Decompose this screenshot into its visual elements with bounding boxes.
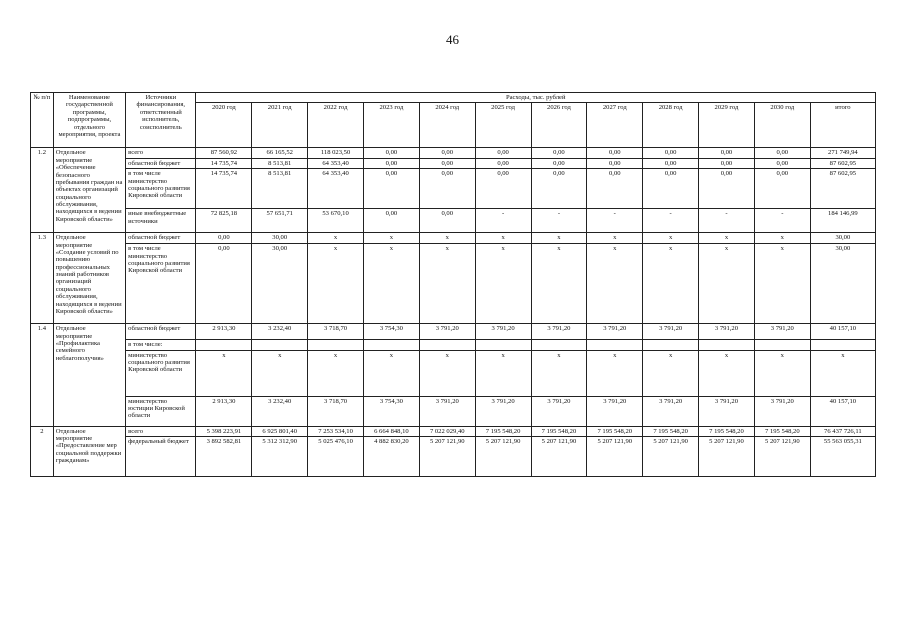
funding-source: в том числе министерство социального развития Кировской области xyxy=(126,244,196,324)
expense-value: х xyxy=(699,244,755,324)
header-year: 2027 год xyxy=(587,103,643,148)
expense-value: 3 754,30 xyxy=(363,324,419,340)
header-year: итого xyxy=(810,103,875,148)
expense-value: 6 925 801,40 xyxy=(252,426,308,436)
expense-value xyxy=(643,340,699,350)
expense-value: 118 023,50 xyxy=(308,148,364,158)
expense-value: 3 791,20 xyxy=(475,324,531,340)
expense-value: х xyxy=(643,350,699,396)
expense-value: 3 791,20 xyxy=(587,324,643,340)
expense-value: 30,00 xyxy=(810,233,875,244)
expense-value: - xyxy=(699,209,755,233)
measure-name: Отдельное мероприятие «Обеспечение безопасного пребывания граждан на объектах организаций социального обслуживания, находящихся в ведении Кировской области» xyxy=(53,148,125,233)
expense-value: 66 165,52 xyxy=(252,148,308,158)
expense-value: 5 207 121,90 xyxy=(475,436,531,476)
expense-value: х xyxy=(643,244,699,324)
header-year: 2028 год xyxy=(643,103,699,148)
header-year: 2024 год xyxy=(419,103,475,148)
expense-value: 5 207 121,90 xyxy=(587,436,643,476)
row-number: 2 xyxy=(31,426,54,476)
funding-source: областной бюджет xyxy=(126,158,196,168)
expense-value: 5 207 121,90 xyxy=(419,436,475,476)
expense-value: х xyxy=(419,350,475,396)
expense-value: 64 353,40 xyxy=(308,158,364,168)
expense-value: х xyxy=(531,350,587,396)
table-row xyxy=(31,436,876,476)
expense-value: 76 437 726,11 xyxy=(810,426,875,436)
expense-value: 3 718,70 xyxy=(308,396,364,426)
expense-value: 0,00 xyxy=(419,169,475,209)
table-row xyxy=(31,340,876,350)
funding-source: всего xyxy=(126,426,196,436)
expense-value: 3 791,20 xyxy=(531,396,587,426)
expense-value xyxy=(196,340,252,350)
expense-value xyxy=(531,340,587,350)
expense-value: 7 022 029,40 xyxy=(419,426,475,436)
expense-value: 6 664 848,10 xyxy=(363,426,419,436)
expense-value: 5 207 121,90 xyxy=(643,436,699,476)
measure-name: Отдельное мероприятие «Предоставление мер социальной поддержки гражданам» xyxy=(53,426,125,476)
funding-source: областной бюджет xyxy=(126,324,196,340)
expense-value: 8 513,81 xyxy=(252,158,308,168)
expense-value: 7 253 534,10 xyxy=(308,426,364,436)
expense-value: 5 312 312,90 xyxy=(252,436,308,476)
expense-value: х xyxy=(196,350,252,396)
expense-value: 7 195 548,20 xyxy=(475,426,531,436)
expense-value: 0,00 xyxy=(419,148,475,158)
expense-value: 3 791,20 xyxy=(754,396,810,426)
expense-value: 40 157,10 xyxy=(810,396,875,426)
expense-value: х xyxy=(252,350,308,396)
funding-source: министерство социального развития Кировской области xyxy=(126,350,196,396)
expense-value: 5 207 121,90 xyxy=(754,436,810,476)
expense-value: х xyxy=(754,350,810,396)
header-year: 2030 год xyxy=(754,103,810,148)
header-name: Наименование государственной программы, подпрограммы, отдельного мероприятия, проекта xyxy=(53,93,125,148)
expense-value: х xyxy=(363,350,419,396)
expense-value: 0,00 xyxy=(475,158,531,168)
expense-value: 0,00 xyxy=(196,244,252,324)
table-row xyxy=(31,158,876,168)
expense-value: 0,00 xyxy=(587,158,643,168)
row-number: 1.4 xyxy=(31,324,54,426)
expense-value: 0,00 xyxy=(754,158,810,168)
expense-value: х xyxy=(419,233,475,244)
expense-value xyxy=(308,340,364,350)
expense-value: 57 651,71 xyxy=(252,209,308,233)
expense-value: 0,00 xyxy=(643,158,699,168)
header-number: № п/п xyxy=(31,93,54,148)
measure-name: Отдельное мероприятие «Создание условий по повышению профессиональных знаний работников организаций социального обслуживания, находящихся в ведении Кировской области» xyxy=(53,233,125,324)
expense-value: 2 913,30 xyxy=(196,324,252,340)
expense-value: 5 207 121,90 xyxy=(531,436,587,476)
expense-value: 0,00 xyxy=(587,169,643,209)
page-number: 46 xyxy=(446,32,459,47)
expense-value: 0,00 xyxy=(531,148,587,158)
expense-value xyxy=(699,340,755,350)
expense-value: х xyxy=(308,244,364,324)
expense-value: х xyxy=(475,233,531,244)
expense-value xyxy=(475,340,531,350)
expense-value: 5 398 223,91 xyxy=(196,426,252,436)
expense-value: 3 791,20 xyxy=(587,396,643,426)
expense-value: 7 195 548,20 xyxy=(699,426,755,436)
expense-value: 40 157,10 xyxy=(810,324,875,340)
expense-value: - xyxy=(754,209,810,233)
expense-value: 64 353,40 xyxy=(308,169,364,209)
funding-source: федеральный бюджет xyxy=(126,436,196,476)
expense-value: х xyxy=(475,350,531,396)
expense-value xyxy=(363,340,419,350)
expense-value: х xyxy=(308,233,364,244)
expense-value: 3 754,30 xyxy=(363,396,419,426)
header-source: Источники финансирования, ответственный исполнитель, соисполнитель xyxy=(126,93,196,148)
expense-value: 0,00 xyxy=(699,148,755,158)
expense-value: 7 195 548,20 xyxy=(643,426,699,436)
expense-value: х xyxy=(587,350,643,396)
expense-value: 0,00 xyxy=(363,158,419,168)
table-row xyxy=(31,426,876,436)
expense-value: 0,00 xyxy=(643,169,699,209)
expense-value: 3 791,20 xyxy=(419,324,475,340)
expense-value: 3 791,20 xyxy=(419,396,475,426)
expense-value: 5 207 121,90 xyxy=(699,436,755,476)
expense-value: 0,00 xyxy=(196,233,252,244)
table-row xyxy=(31,244,876,324)
expense-value: х xyxy=(531,233,587,244)
expense-value: 271 749,94 xyxy=(810,148,875,158)
header-year: 2022 год xyxy=(308,103,364,148)
expense-value: 0,00 xyxy=(475,169,531,209)
expense-value: х xyxy=(587,244,643,324)
table-row xyxy=(31,324,876,340)
expense-value: 0,00 xyxy=(363,169,419,209)
expense-value: 53 670,10 xyxy=(308,209,364,233)
funding-source: иные внебюджетные источники xyxy=(126,209,196,233)
expense-value: 7 195 548,20 xyxy=(587,426,643,436)
row-number: 1.2 xyxy=(31,148,54,233)
table-row xyxy=(31,350,876,396)
expense-value: 5 025 476,10 xyxy=(308,436,364,476)
expense-value xyxy=(587,340,643,350)
funding-source: областной бюджет xyxy=(126,233,196,244)
table-row xyxy=(31,209,876,233)
expense-value: 30,00 xyxy=(810,244,875,324)
expense-value: 0,00 xyxy=(699,158,755,168)
expense-value xyxy=(419,340,475,350)
expense-value xyxy=(754,340,810,350)
expense-value: 3 791,20 xyxy=(643,396,699,426)
expense-value: 3 791,20 xyxy=(531,324,587,340)
expense-value: 30,00 xyxy=(252,233,308,244)
expense-value: х xyxy=(363,244,419,324)
table-row xyxy=(31,233,876,244)
expense-value: х xyxy=(587,233,643,244)
expense-value: 0,00 xyxy=(475,148,531,158)
expense-value: 87 560,92 xyxy=(196,148,252,158)
expense-value: х xyxy=(363,233,419,244)
header-year: 2029 год xyxy=(699,103,755,148)
expense-value: 3 791,20 xyxy=(754,324,810,340)
expense-value: 0,00 xyxy=(643,148,699,158)
expense-value: 3 232,40 xyxy=(252,396,308,426)
expense-value: 87 602,95 xyxy=(810,158,875,168)
expense-value: 3 791,20 xyxy=(643,324,699,340)
header-row xyxy=(31,93,876,103)
expense-value: 3 791,20 xyxy=(699,396,755,426)
expense-value: х xyxy=(419,244,475,324)
expense-value: 3 718,70 xyxy=(308,324,364,340)
header-year: 2023 год xyxy=(363,103,419,148)
header-year: 2020 год xyxy=(196,103,252,148)
expense-value: х xyxy=(531,244,587,324)
header-year: 2026 год xyxy=(531,103,587,148)
expense-value xyxy=(810,340,875,350)
expense-value: - xyxy=(475,209,531,233)
expense-value: 4 882 830,20 xyxy=(363,436,419,476)
funding-source: в том числе: xyxy=(126,340,196,350)
expense-value: х xyxy=(475,244,531,324)
expense-value: - xyxy=(587,209,643,233)
expense-value: 55 563 055,31 xyxy=(810,436,875,476)
expense-value: х xyxy=(754,233,810,244)
table-row xyxy=(31,169,876,209)
expense-value: 3 791,20 xyxy=(475,396,531,426)
expense-value: 0,00 xyxy=(587,148,643,158)
row-number: 1.3 xyxy=(31,233,54,324)
expense-value: х xyxy=(699,350,755,396)
expense-value: 3 232,40 xyxy=(252,324,308,340)
expense-value: х xyxy=(810,350,875,396)
expense-value: 0,00 xyxy=(531,158,587,168)
expense-value: 14 735,74 xyxy=(196,169,252,209)
expense-value: 7 195 548,20 xyxy=(531,426,587,436)
header-year: 2025 год xyxy=(475,103,531,148)
expense-value: 0,00 xyxy=(363,209,419,233)
table-row xyxy=(31,148,876,158)
budget-table xyxy=(30,92,876,477)
funding-source: в том числе министерство социального развития Кировской области xyxy=(126,169,196,209)
expense-value: 0,00 xyxy=(531,169,587,209)
expense-value: 8 513,81 xyxy=(252,169,308,209)
expense-value: 3 791,20 xyxy=(699,324,755,340)
header-year: 2021 год xyxy=(252,103,308,148)
expense-value: 7 195 548,20 xyxy=(754,426,810,436)
funding-source: министерство юстиции Кировской области xyxy=(126,396,196,426)
header-expenses: Расходы, тыс. рублей xyxy=(196,93,876,103)
expense-value: 87 602,95 xyxy=(810,169,875,209)
expense-value: 0,00 xyxy=(419,158,475,168)
expense-value: 72 825,18 xyxy=(196,209,252,233)
expense-value: 30,00 xyxy=(252,244,308,324)
expense-value: 184 146,99 xyxy=(810,209,875,233)
expense-value: х xyxy=(643,233,699,244)
expense-value: 14 735,74 xyxy=(196,158,252,168)
expense-value: - xyxy=(643,209,699,233)
expense-value: 0,00 xyxy=(754,169,810,209)
expense-value: 3 892 582,81 xyxy=(196,436,252,476)
expense-value: 0,00 xyxy=(419,209,475,233)
expense-value: 2 913,30 xyxy=(196,396,252,426)
expense-value: 0,00 xyxy=(754,148,810,158)
table-row xyxy=(31,396,876,426)
funding-source: всего xyxy=(126,148,196,158)
expense-value: х xyxy=(308,350,364,396)
expense-value: 0,00 xyxy=(699,169,755,209)
expense-value: 0,00 xyxy=(363,148,419,158)
expense-value: х xyxy=(754,244,810,324)
expense-value: х xyxy=(699,233,755,244)
measure-name: Отдельное мероприятие «Профилактика семейного неблагополучия» xyxy=(53,324,125,426)
expense-value: - xyxy=(531,209,587,233)
expense-value xyxy=(252,340,308,350)
